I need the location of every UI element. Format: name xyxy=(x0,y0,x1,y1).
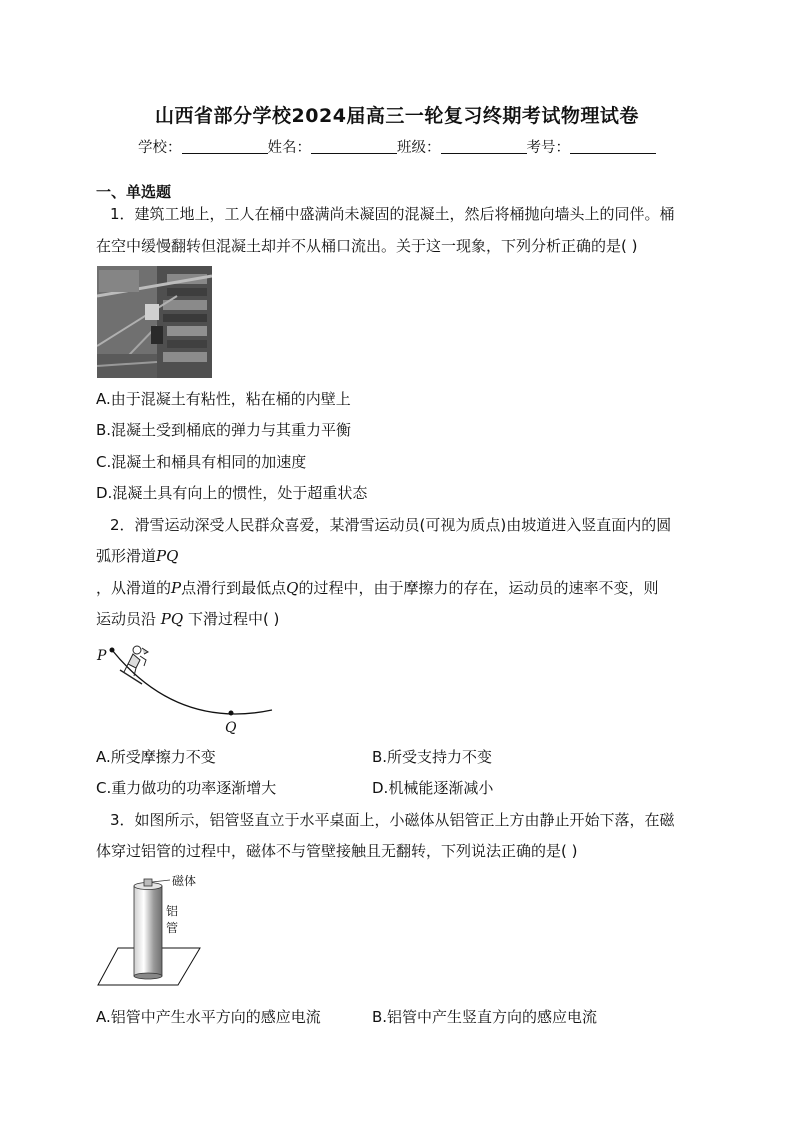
exam-no-blank[interactable] xyxy=(570,139,656,154)
q1-stem-line2: 在空中缓慢翻转但混凝土却并不从桶口流出。关于这一现象，下列分析正确的是( ) xyxy=(96,237,638,255)
arc-pq-label: PQ xyxy=(156,547,179,565)
fig-point-p: P xyxy=(97,648,107,664)
class-label: 班级： xyxy=(397,140,441,156)
q2-option-b[interactable]: B.所受支持力不变 xyxy=(372,748,493,766)
page-title: 山西省部分学校2024届高三一轮复习终期考试物理试卷 xyxy=(155,105,639,127)
q2-ski-slope-figure xyxy=(92,640,282,736)
student-info-line xyxy=(0,136,794,157)
class-blank[interactable] xyxy=(441,139,527,154)
name-label: 姓名： xyxy=(267,140,311,156)
fig-tube-label-2: 管 xyxy=(166,921,179,935)
q2-option-a[interactable]: A.所受摩擦力不变 xyxy=(96,748,216,766)
q2-stem-line3: ，从滑道的P点滑行到最低点Q的过程中，由于摩擦力的存在，运动员的速率不变，则 xyxy=(96,579,659,597)
fig-tube-label-1: 铝 xyxy=(166,904,179,918)
q3-option-b[interactable]: B.铝管中产生竖直方向的感应电流 xyxy=(372,1008,598,1026)
section-title: 一、单选题 xyxy=(96,183,172,201)
q1-option-b[interactable]: B.混凝土受到桶底的弹力与其重力平衡 xyxy=(96,421,352,439)
q2-stem-line1: 2．滑雪运动深受人民群众喜爱，某滑雪运动员(可视为质点)由坡道进入竖直面内的圆 xyxy=(110,516,672,534)
q3-option-a[interactable]: A.铝管中产生水平方向的感应电流 xyxy=(96,1008,321,1026)
q2-option-c[interactable]: C.重力做功的功率逐渐增大 xyxy=(96,779,277,797)
skier-icon xyxy=(120,646,148,684)
name-blank[interactable] xyxy=(311,139,397,154)
q1-option-a[interactable]: A.由于混凝土有粘性，粘在桶的内壁上 xyxy=(96,390,351,408)
q1-construction-photo xyxy=(97,266,212,378)
q1-option-d[interactable]: D.混凝土具有向上的惯性，处于超重状态 xyxy=(96,484,368,502)
fig-point-q: Q xyxy=(225,720,237,736)
school-label: 学校： xyxy=(138,140,182,156)
q2-stem-line2: 弧形滑道PQ xyxy=(96,547,179,565)
q2-option-d[interactable]: D.机械能逐渐减小 xyxy=(372,779,494,797)
q3-stem-line2: 体穿过铝管的过程中，磁体不与管壁接触且无翻转，下列说法正确的是( ) xyxy=(96,842,578,860)
school-blank[interactable] xyxy=(182,139,268,154)
q3-aluminum-tube-figure xyxy=(96,870,216,990)
q1-stem-line1: 1．建筑工地上，工人在桶中盛满尚未凝固的混凝土，然后将桶抛向墙头上的同伴。桶 xyxy=(110,205,675,223)
q2-stem-line4: 运动员沿 PQ 下滑过程中( ) xyxy=(96,610,280,628)
q1-option-c[interactable]: C.混凝土和桶具有相同的加速度 xyxy=(96,453,307,471)
exam-no-label: 考号： xyxy=(526,140,570,156)
fig-magnet-label: 磁体 xyxy=(172,874,197,888)
q3-stem-line1: 3．如图所示，铝管竖直立于水平桌面上，小磁体从铝管正上方由静止开始下落，在磁 xyxy=(110,811,675,829)
